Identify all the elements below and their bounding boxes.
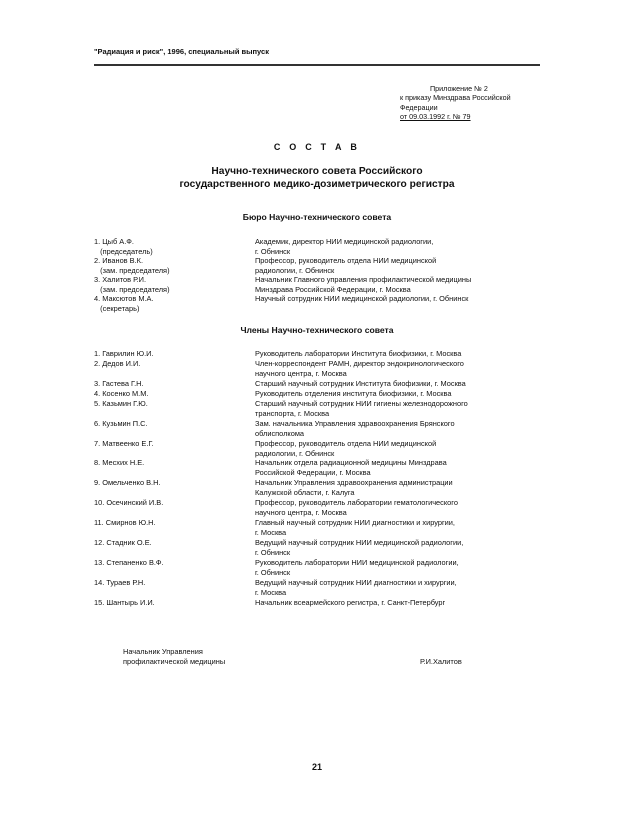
appendix-note	[400, 84, 511, 122]
member-description: Начальник отдела радиационной медицины Минздрава	[255, 458, 447, 468]
list-row	[94, 304, 554, 314]
member-description: Главный научный сотрудник НИИ диагностики и хирургии,	[255, 518, 455, 528]
member-name: (зам. председателя)	[94, 265, 170, 275]
member-description: Старший научный сотрудник НИИ гигиены железнодорожного	[255, 398, 468, 408]
member-description: научного центра, г. Москва	[255, 508, 347, 518]
member-name: (председатель)	[94, 246, 153, 256]
member-name: 13. Степаненко В.Ф.	[94, 558, 164, 568]
member-name: 1. Цыб А.Ф.	[94, 237, 134, 246]
document-title	[0, 166, 634, 191]
journal-header: "Радиация и риск", 1996, специальный выпуск	[94, 47, 269, 56]
list-row	[94, 528, 554, 538]
list-row	[94, 399, 554, 409]
bureau-heading: Бюро Научно-технического совета	[242, 212, 392, 222]
member-name	[94, 548, 255, 558]
member-description: Минздрава Российской Федерации, г. Москва	[255, 284, 411, 294]
appendix-order-date: от 09.03.1992 г. № 79	[400, 112, 471, 122]
member-name: (секретарь)	[94, 303, 140, 313]
member-description: Калужской области, г. Калуга	[255, 488, 355, 498]
list-row	[94, 498, 554, 508]
member-name: 9. Омельченко В.Н.	[94, 478, 161, 488]
member-description: Академик, директор НИИ медицинской радиологии,	[255, 237, 434, 246]
member-description: Ведущий научный сотрудник НИИ диагностики и хирургии,	[255, 577, 457, 587]
member-description: Член-корреспондент РАМН, директор эндокринологического	[255, 358, 464, 368]
member-name: 5. Казьмин Г.Ю.	[94, 398, 148, 408]
list-row	[94, 449, 554, 459]
list-row	[94, 275, 554, 285]
members-list	[94, 349, 554, 608]
member-description	[255, 304, 554, 314]
list-row	[94, 294, 554, 304]
list-row	[94, 247, 554, 257]
member-name: 7. Матвеенко Е.Г.	[94, 438, 154, 448]
member-name	[94, 449, 255, 459]
member-description: Начальник Главного управления профилактической медицины	[255, 275, 472, 284]
list-row	[94, 266, 554, 276]
member-description: Зам. начальника Управления здравоохранения Брянского	[255, 418, 455, 428]
member-description: г. Обнинск	[255, 567, 291, 577]
list-row	[94, 558, 554, 568]
member-name	[94, 528, 255, 538]
list-row	[94, 359, 554, 369]
member-name: (зам. председателя)	[94, 284, 170, 294]
member-name	[94, 369, 255, 379]
member-name	[94, 409, 255, 419]
member-name	[94, 468, 255, 478]
list-row	[94, 588, 554, 598]
list-row	[94, 237, 554, 247]
member-description: Старший научный сотрудник Института биофизики, г. Москва	[255, 378, 466, 388]
member-description: Профессор, руководитель отдела НИИ медицинской	[255, 256, 437, 265]
signature-position-line: профилактической медицины	[123, 657, 226, 666]
list-row	[94, 369, 554, 379]
member-description: Начальник всеармейского регистра, г. Санкт-Петербург	[255, 597, 446, 607]
list-row	[94, 468, 554, 478]
member-description: г. Обнинск	[255, 548, 291, 558]
list-row	[94, 548, 554, 558]
member-name: 8. Месхих Н.Е.	[94, 458, 145, 468]
member-description: Начальник Управления здравоохранения администрации	[255, 478, 453, 488]
member-description: облисполкома	[255, 428, 305, 438]
member-name: 4. Косенко М.М.	[94, 388, 149, 398]
list-row	[94, 578, 554, 588]
bureau-list	[94, 237, 554, 313]
member-name	[94, 488, 255, 498]
member-name: 10. Осечинский И.В.	[94, 498, 164, 508]
list-row	[94, 478, 554, 488]
appendix-line: к приказу Минздрава Российской	[400, 93, 511, 103]
member-description: Руководитель отделения института биофизики, г. Москва	[255, 388, 452, 398]
member-description: радиологии, г. Обнинск	[255, 448, 335, 458]
member-description: Российской Федерации, г. Москва	[255, 468, 371, 478]
member-name: 12. Стадник О.Е.	[94, 538, 152, 548]
member-name	[94, 429, 255, 439]
member-name	[94, 508, 255, 518]
list-row	[94, 389, 554, 399]
member-description: Профессор, руководитель отдела НИИ медицинской	[255, 438, 437, 448]
list-row	[94, 508, 554, 518]
member-name	[94, 588, 255, 598]
header-rule	[94, 64, 540, 66]
list-row	[94, 488, 554, 498]
list-row	[94, 409, 554, 419]
appendix-line: Приложение № 2	[430, 84, 488, 93]
member-description: транспорта, г. Москва	[255, 408, 330, 418]
member-description: Научный сотрудник НИИ медицинской радиологии, г. Обнинск	[255, 294, 469, 303]
title-line: государственного медико-дозиметрического регистра	[179, 178, 455, 190]
member-name: 15. Шантырь И.И.	[94, 597, 155, 607]
signature-name: Р.И.Халитов	[420, 657, 462, 666]
member-description: Руководитель лаборатории Института биофизики, г. Москва	[255, 349, 462, 358]
list-row	[94, 518, 554, 528]
signature-position	[123, 647, 225, 667]
list-row	[94, 285, 554, 295]
member-description: г. Москва	[255, 587, 287, 597]
list-row	[94, 439, 554, 449]
list-row	[94, 429, 554, 439]
document-heading: С О С Т А В	[273, 142, 361, 152]
member-name: 3. Гастева Г.Н.	[94, 378, 144, 388]
member-name: 6. Кузьмин П.С.	[94, 418, 148, 428]
page-number: 21	[311, 762, 322, 772]
list-row	[94, 568, 554, 578]
list-row	[94, 419, 554, 429]
member-description: Руководитель лаборатории НИИ медицинской радиологии,	[255, 558, 459, 568]
member-description: г. Москва	[255, 528, 287, 538]
member-description: Профессор, руководитель лаборатории гематологического	[255, 498, 458, 508]
title-line: Научно-технического совета Российского	[211, 166, 423, 177]
member-name: 1. Гаврилин Ю.И.	[94, 349, 154, 358]
member-description: радиологии, г. Обнинск	[255, 265, 335, 275]
list-row	[94, 458, 554, 468]
list-row	[94, 349, 554, 359]
member-name: 4. Максютов М.А.	[94, 294, 154, 303]
member-name: 2. Иванов В.К.	[94, 256, 143, 265]
list-row	[94, 256, 554, 266]
appendix-line: Федерации	[400, 102, 438, 112]
list-row	[94, 598, 554, 608]
member-name	[94, 568, 255, 578]
member-name: 3. Халитов Р.И.	[94, 275, 147, 284]
list-row	[94, 379, 554, 389]
member-name: 14. Тураев Р.Н.	[94, 577, 146, 587]
members-heading: Члены Научно-технического совета	[240, 325, 394, 335]
list-row	[94, 538, 554, 548]
member-description: г. Обнинск	[255, 246, 291, 256]
signature-position-line: Начальник Управления	[123, 647, 203, 656]
member-description: научного центра, г. Москва	[255, 368, 347, 378]
member-name: 2. Дедов И.И.	[94, 358, 141, 368]
member-name: 11. Смирнов Ю.Н.	[94, 518, 156, 528]
member-description: Ведущий научный сотрудник НИИ медицинской радиологии,	[255, 538, 464, 548]
